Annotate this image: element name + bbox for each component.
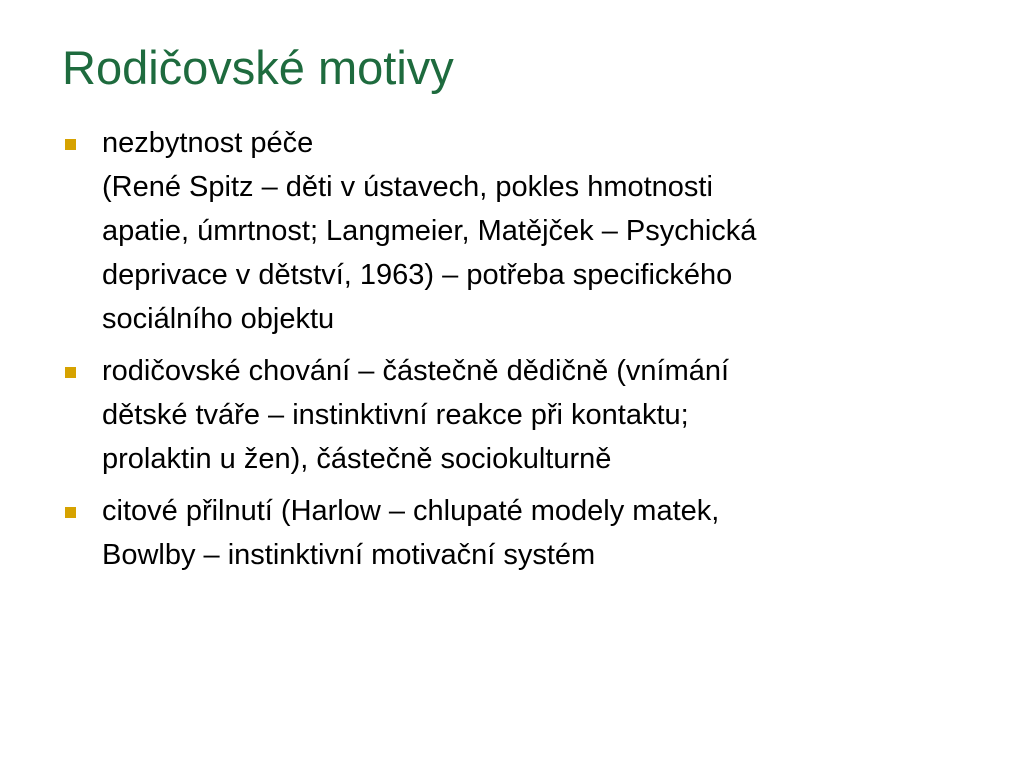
bullet-item [62, 349, 962, 481]
bullet-line: dětské tváře – instinktivní reakce při kontaktu; [102, 399, 689, 431]
bullet-list [62, 121, 962, 585]
bullet-line: nezbytnost péče [102, 127, 314, 159]
bullet-text [102, 121, 962, 341]
bullet-item [62, 489, 962, 577]
bullet-line: Bowlby – instinktivní motivační systém [102, 539, 596, 571]
square-bullet-icon [65, 507, 76, 518]
bullet-item [62, 121, 962, 341]
bullet-line: rodičovské chování – částečně dědičně (vnímání [102, 355, 730, 387]
bullet-line: prolaktin u žen), částečně sociokulturně [102, 443, 612, 475]
slide-title: Rodičovské motivy [62, 41, 454, 94]
bullet-text [102, 489, 962, 577]
bullet-line: sociálního objektu [102, 303, 335, 335]
bullet-line: citové přilnutí (Harlow – chlupaté modely matek, [102, 495, 720, 527]
square-bullet-icon [65, 139, 76, 150]
square-bullet-icon [65, 367, 76, 378]
bullet-text [102, 349, 962, 481]
bullet-line: (René Spitz – děti v ústavech, pokles hmotnosti [102, 171, 713, 203]
bullet-line: deprivace v dětství, 1963) – potřeba specifického [102, 259, 733, 291]
bullet-line: apatie, úmrtnost; Langmeier, Matějček – Psychická [102, 215, 757, 247]
